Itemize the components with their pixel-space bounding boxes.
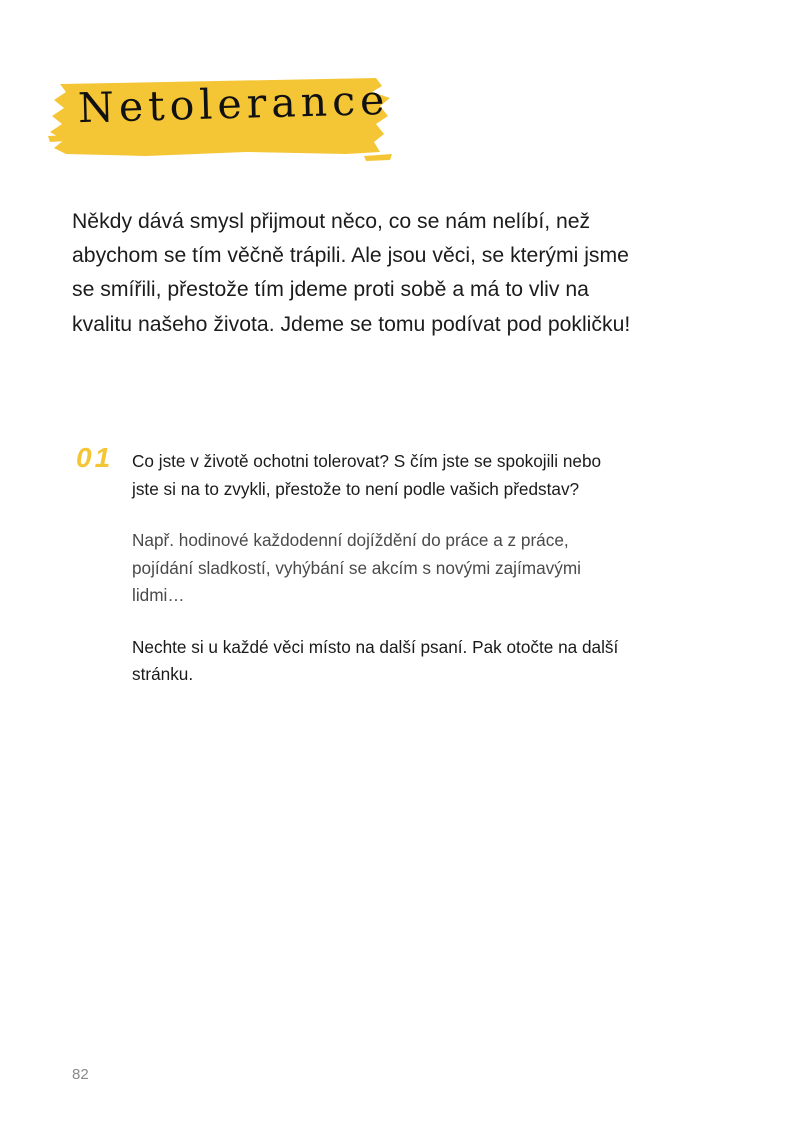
page-title: Netolerance xyxy=(77,75,390,133)
question-number: 01 xyxy=(76,442,114,473)
question-block xyxy=(132,448,632,689)
example-text: Např. hodinové každodenní dojíždění do práce a z práce, pojídání sladkostí, vyhýbání se akcím s novými zajímavými lidmi… xyxy=(132,530,581,605)
intro-paragraph-container xyxy=(72,205,632,342)
question-text: Co jste v životě ochotni tolerovat? S čím jste se spokojili nebo jste si na to zvykli, přestože to není podle vašich představ? xyxy=(132,451,602,499)
instruction-text: Nechte si u každé věci místo na další psaní. Pak otočte na další stránku. xyxy=(132,636,619,684)
intro-paragraph: Někdy dává smysl přijmout něco, co se nám nelíbí, než abychom se tím věčně trápili. Ale jsou věci, se kterými jsme se smířili, přestože tím jdeme proti sobě a má to vliv na kvalitu našeho života. Jdeme se tomu podívat pod pokličku! xyxy=(72,210,631,336)
page-number: 82 xyxy=(72,1066,89,1083)
title-block xyxy=(46,70,396,162)
